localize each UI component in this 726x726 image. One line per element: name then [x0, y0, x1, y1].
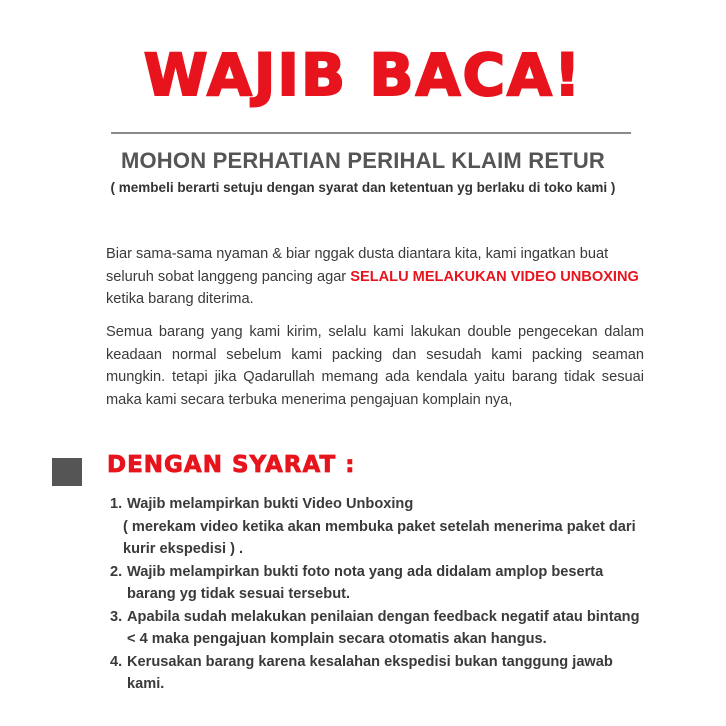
- list-item-text: Wajib melampirkan bukti Video Unboxing: [127, 496, 414, 512]
- intro-text-after: ketika barang diterima.: [106, 291, 254, 307]
- list-item: [110, 493, 650, 561]
- list-item-number: 2.: [110, 563, 123, 580]
- list-item-number: 4.: [110, 653, 123, 670]
- intro-paragraph-1: [106, 243, 644, 311]
- list-item: [110, 561, 650, 606]
- list-item-number: 3.: [110, 608, 123, 625]
- subtitle: MOHON PERHATIAN PERIHAL KLAIM RETUR: [120, 148, 606, 173]
- page-title: WAJIB BACA!: [143, 41, 583, 109]
- section-title: DENGAN SYARAT :: [107, 452, 356, 478]
- terms-list: [110, 493, 650, 696]
- list-item-text: Wajib melampirkan bukti foto nota yang ada didalam amplop beserta barang yg tidak sesuai tersebut.: [127, 563, 604, 602]
- intro-highlight: SELALU MELAKUKAN VIDEO UNBOXING: [350, 268, 639, 285]
- list-item: [110, 606, 650, 651]
- list-item-number: 1.: [110, 496, 123, 512]
- list-item-text: Apabila sudah melakukan penilaian dengan feedback negatif atau bintang < 4 maka pengajuan komplain secara otomatis akan hangus.: [127, 608, 640, 647]
- title-divider: [111, 132, 631, 134]
- intro-text-before: Biar sama-sama nyaman & biar nggak dusta diantara kita, kami ingatkan buat seluruh sobat langgeng pancing agar: [106, 246, 609, 285]
- subtitle-note: ( membeli berarti setuju dengan syarat dan ketentuan yg berlaku di toko kami ): [110, 180, 616, 195]
- intro-paragraph-2: Semua barang yang kami kirim, selalu kami lakukan double pengecekan dalam keadaan normal sebelum kami packing dan sesudah kami packing seaman mungkin. tetapi jika Qadarullah memang ada kendala yaitu barang tidak sesuai maka kami secara terbuka menerima pengajuan komplain nya,: [106, 324, 644, 408]
- list-item-note: ( merekam video ketika akan membuka paket setelah menerima paket dari kurir ekspedisi ) .: [123, 518, 636, 557]
- list-item: [110, 651, 650, 696]
- list-item-text: Kerusakan barang karena kesalahan ekspedisi bukan tanggung jawab kami.: [127, 653, 613, 692]
- section-marker-block: [52, 458, 82, 486]
